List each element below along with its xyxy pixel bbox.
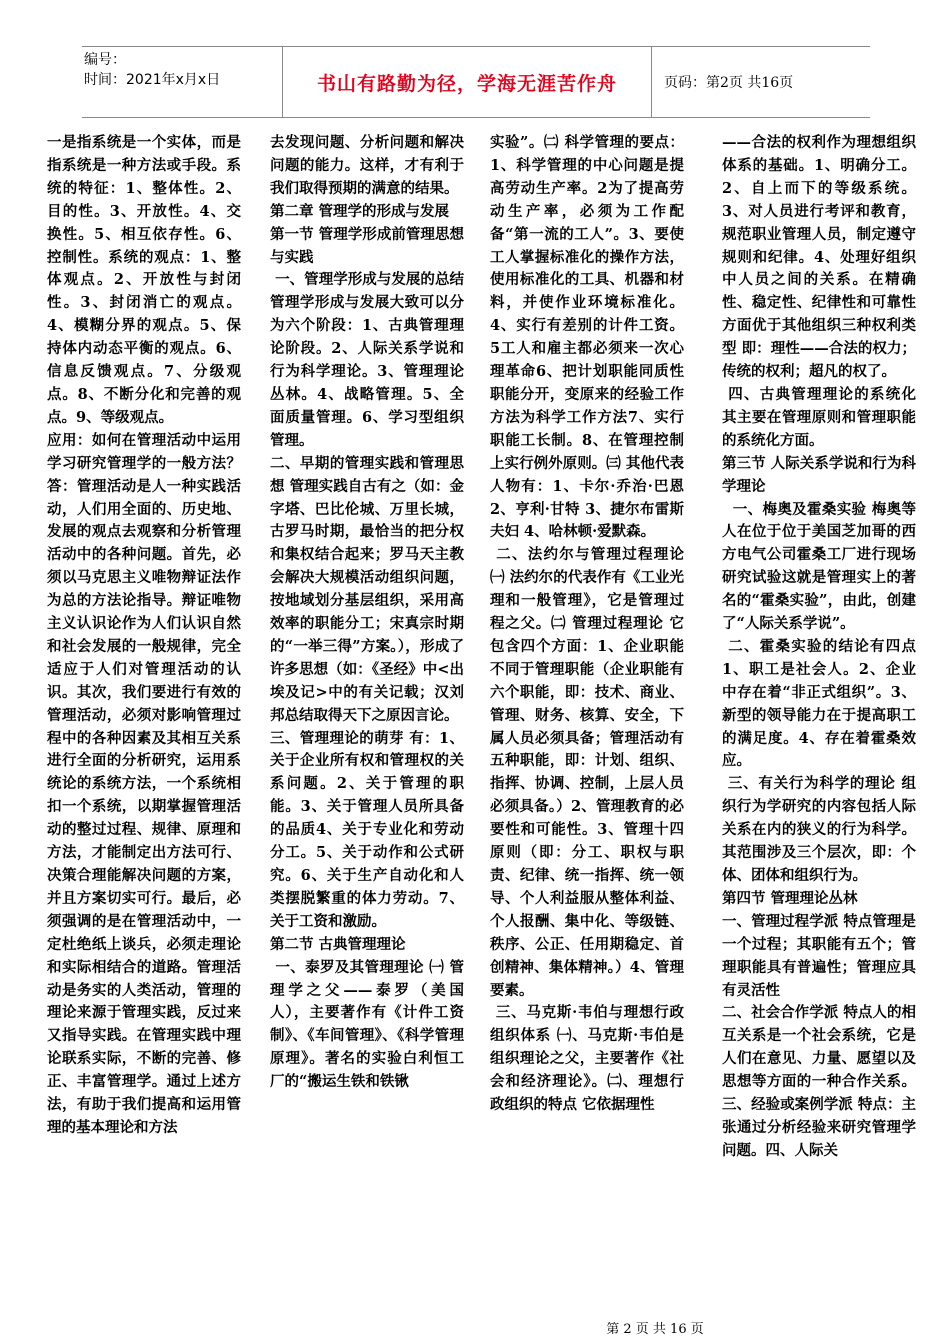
body-columns	[44, 132, 914, 1307]
text-column-1: 一是指系统是一个实体，而是指系统是一种方法或手段。系统的特征：1、整体性。2、目的性。3、开放性。4、交换性。5、相互依存性。6、控制性。系统的观点：1、整体观点。2、开放性与封闭性。3、封闭消亡的观点。4、模糊分界的观点。5、保持体内动态平衡的观点。6、信息反馈观点。7、分级观点。8、不断分化和完善的观点。9、等级观点。 应用：如何在管理活动中运用学习研究管理学的一般方法？ 答：管理活动是人一种实践活动，人们用全面的、历史地、发展的观点去观察和分析管理活动中的各种问题。首先，必须以马克思主义唯物辩证法作为总的方法论指导。辩证唯物主义认识论作为人们认识自然和社会发展的一般规律，完全适应于人们对管理活动的认识。其次，我们要进行有效的管理活动，必须对影响管理过程中的各种因素及其相互关系进行全面的分析研究，运用系统论的系统方法，一个系统相扣一个系统，以期掌握管理活动的整过过程、规律、原理和方法，才能制定出方法可行、决策合理能解决问题的方案，并且方案切实可行。最后，必须强调的是在管理活动中，一定杜绝纸上谈兵，必须走理论和实际相结合的道路。管理活动是务实的人类活动，管理的理论来源于管理实践，反过来又指导实践。在管理实践中理论联系实际，不断的完善、修正、丰富管理学。通过上述方法，有助于我们提高和运用管理的基本理论和方法	[47, 134, 241, 1136]
text-column-4: ——合法的权利作为理想组织体系的基础。1、明确分工。2、自上而下的等级系统。3、对人员进行考评和教育，规范职业管理人员，制定遵守规则和纪律。4、处理好组织中人员之间的关系。在精确性、稳定性、纪律性和可靠性方面优于其他组织三种权利类型 即：理性——合法的权力；传统的权利；超凡的权了。 四、古典管理理论的系统化 其主要在管理原则和管理职能的系统化方面。 第三节 人际关系学说和行为科学理论 一、梅奥及霍桑实验 梅奥等人在位于位于美国芝加哥的西方电气公司霍桑工厂进行现场研究试验这就是管理实上的著名的“霍桑实验”，由此，创建了“人际关系学说”。 二、霍桑实验的结论有四点1、职工是社会人。2、企业中存在着“非正式组织”。3、新型的领导能力在于提高职工的满足度。4、存在着霍桑效应。 三、有关行为科学的理论 组织行为学研究的内容包括人际关系在内的狭义的行为科学。其范围涉及三个层次，即：个体、团体和组织行为。 第四节 管理理论丛林 一、管理过程学派 特点管理是一个过程；其职能有五个；管理职能具有普遍性；管理应具有灵活性 二、社会合作学派 特点人的相互关系是一个社会系统，它是人们在意见、力量、愿望以及思想等方面的一种合作关系。三、经验或案例学派 特点：主张通过分析经验来研究管理学问题。四、人际关	[722, 134, 916, 1159]
header-page-info: 页码：第2页 共16页	[664, 75, 794, 91]
page-header	[82, 46, 870, 118]
document-date: 时间：2021年x月x日	[84, 72, 221, 88]
text-column-3: 实验”。㈡ 科学管理的要点：1、科学管理的中心问题是提高劳动生产率。2为了提高劳动生产率，必须为工作配备“第一流的工人”。3、要使工人掌握标准化的操作方法，使用标准化的工具、机器和材料，并使作业环境标准化。4、实行有差别的计件工资。5工人和雇主都必须来一次心理革命6、把计划职能同质性职能分开，变原来的经验工作方法为科学工作方法7、实行职能工长制。8、在管理控制上实行例外原则。㈢ 其他代表人物有：1、卡尔·乔治·巴恩2、亨利·甘特 3、捷尔布雷斯夫妇 4、哈林顿·爱默森。 二、法约尔与管理过程理论 ㈠ 法约尔的代表作有《工业光理和一般管理》，它是管理过程之父。㈡ 管理过程理论 它包含四个方面：1、企业职能不同于管理职能（企业职能有六个职能，即：技术、商业、管理、财务、核算、安全，下属人员必须具备；管理活动有五种职能，即：计划、组织、指挥、协调、控制，上层人员必须具备。）2、管理教育的必要性和可能性。3、管理十四原则（即：分工、职权与职责、纪律、统一指挥、统一领导、个人利益服从整体利益、个人报酬、集中化、等级链、秩序、公正、任用期稳定、首创精神、集体精神。）4、管理要素。 三、马克斯·韦伯与理想行政组织体系 ㈠、马克斯·韦伯是组织理论之父，主要著作《社会和经济理论》。㈡、理想行政组织的特点 它依据理性	[490, 134, 684, 1114]
page-footer: 第 2 页 共 16 页	[606, 1322, 704, 1337]
header-motto: 书山有路勤为径，学海无涯苦作舟	[283, 47, 652, 117]
header-meta	[82, 47, 283, 117]
document-number-label: 编号：	[84, 52, 126, 68]
text-column-2: 去发现问题、分析问题和解决问题的能力。这样，才有利于我们取得预期的满意的结果。 第二章 管理学的形成与发展 第一节 管理学形成前管理思想与实践 一、管理学形成与发展的总结 管理学形成与发展大致可以分为六个阶段：1、古典管理理论阶段。2、人际关系学说和行为科学理论。3、管理理论丛林。4、战略管理。5、全面质量管理。6、学习型组织管理。 二、早期的管理实践和管理思想 管理实践自古有之（如：金字塔、巴比伦城、万里长城，古罗马时期，最恰当的把分权和集权结合起来；罗马天主教会解决大规模活动组织问题，按地域划分基层组织，采用高效率的职能分工；宋真宗时期的“一举三得”方案。），形成了许多思想（如：《圣经》中<出埃及记>中的有关记载；汉刘邦总结取得天下之原因言论。 三、管理理论的萌芽 有：1、关于企业所有权和管理权的关系问题。2、关于管理的职能。3、关于管理人员所具备的品质4、关于专业化和劳动分工。5、关于动作和公式研究。6、关于生产自动化和人类摆脱繁重的体力劳动。7、关于工资和激励。 第二节 古典管理理论 一、泰罗及其管理理论 ㈠ 管理学之父——泰罗（美国人），主要著作有《计件工资制》、《车间管理》、《科学管理原理》。著名的实验白利恒工厂的“搬运生铁和铁锹	[270, 134, 464, 1091]
